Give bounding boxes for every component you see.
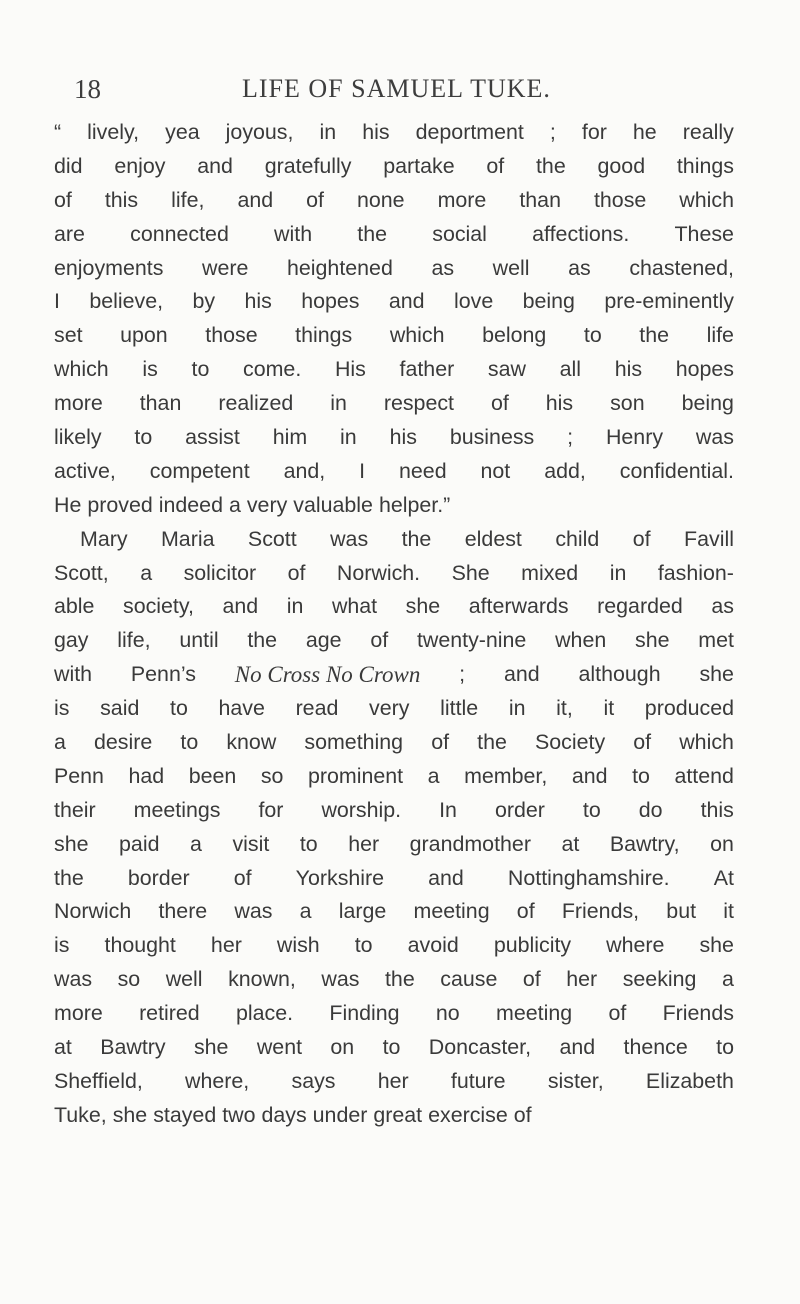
text-line: Sheffield, where, says her future sister, Elizabeth: [54, 1068, 734, 1093]
text-line: the border of Yorkshire and Nottinghamshire. At: [54, 865, 734, 890]
text-line: set upon those things which belong to the life: [54, 323, 734, 348]
text-line: of this life, and of none more than those which: [54, 187, 734, 212]
text-line: was so well known, was the cause of her seeking a: [54, 967, 734, 992]
text-line: Tuke, she stayed two days under great exercise of: [54, 1102, 532, 1127]
text-line: enjoyments were heightened as well as chastened,: [54, 255, 734, 280]
text-line: more than realized in respect of his son being: [54, 391, 734, 416]
text-line: more retired place. Finding no meeting of Friends: [54, 1001, 734, 1026]
text-line: He proved indeed a very valuable helper.”: [54, 492, 451, 517]
text-line: which is to come. His father saw all his hopes: [54, 357, 734, 382]
text-line: Penn had been so prominent a member, and to attend: [54, 763, 734, 788]
text-line: “ lively, yea joyous, in his deportment ; for he really: [54, 120, 734, 144]
text-line: Scott, a solicitor of Norwich. She mixed in fashion-: [54, 560, 734, 585]
running-title: LIFE OF SAMUEL TUKE.: [242, 74, 551, 103]
page-number: 18: [74, 74, 101, 104]
body-text: [54, 116, 734, 1133]
text-line: likely to assist him in his business ; Henry was: [54, 425, 734, 450]
text-line: is thought her wish to avoid publicity where she: [54, 933, 734, 958]
text-line: with Penn’s No Cross No Crown ; and although she: [54, 662, 734, 688]
text-line: are connected with the social affections. These: [54, 221, 734, 246]
text-line: their meetings for worship. In order to do this: [54, 797, 734, 822]
text-line: she paid a visit to her grandmother at Bawtry, on: [54, 831, 734, 856]
text-line: active, competent and, I need not add, confidential.: [54, 458, 734, 483]
text-line: I believe, by his hopes and love being pre-eminently: [54, 289, 734, 314]
text-line: did enjoy and gratefully partake of the good things: [54, 153, 734, 178]
text-line: at Bawtry she went on to Doncaster, and thence to: [54, 1035, 734, 1060]
text-line: able society, and in what she afterwards regarded as: [54, 594, 734, 619]
text-line: a desire to know something of the Society of which: [54, 730, 734, 755]
text-line: gay life, until the age of twenty-nine when she met: [54, 628, 734, 653]
text-line: is said to have read very little in it, it produced: [54, 696, 734, 721]
text-line: Norwich there was a large meeting of Friends, but it: [54, 899, 734, 924]
page-header: [74, 74, 734, 114]
text-line: Mary Maria Scott was the eldest child of Favill: [80, 526, 734, 551]
